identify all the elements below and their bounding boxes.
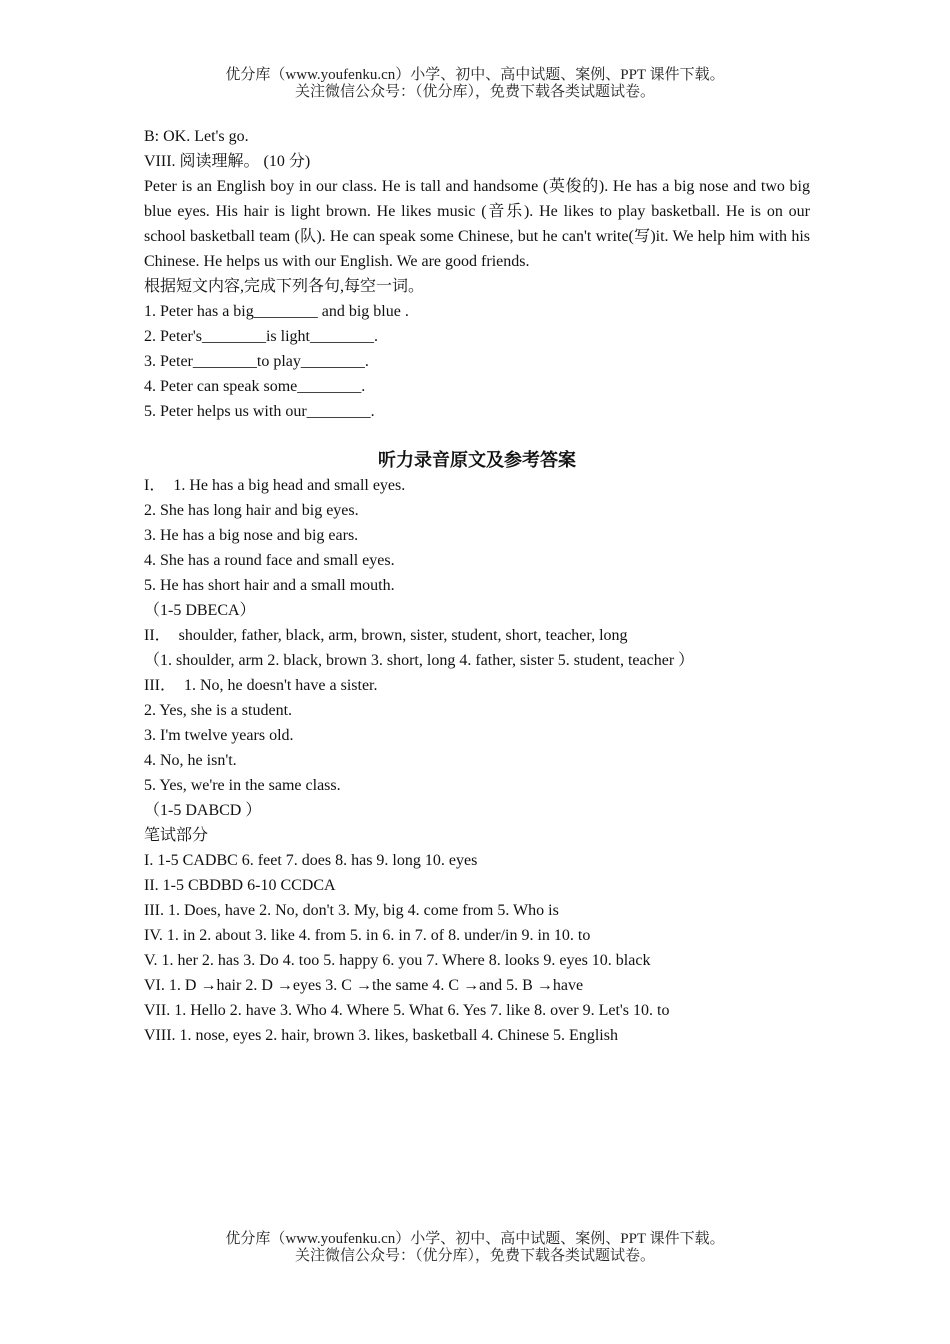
- question-line: 5. Peter helps us with our________.: [144, 403, 375, 420]
- reading-instruction: 根据短文内容,完成下列各句,每空一词。: [144, 278, 425, 295]
- answer-line: II. 1-5 CBDBD 6-10 CCDCA: [144, 877, 336, 894]
- answer-line: 2. She has long hair and big eyes.: [144, 502, 359, 519]
- answer-line: 笔试部分: [144, 827, 209, 844]
- answer-line: 5. He has short hair and a small mouth.: [144, 577, 395, 594]
- answer-line: （1-5 DBECA）: [144, 602, 256, 619]
- answer-line: I． 1. He has a big head and small eyes.: [144, 477, 406, 494]
- answer-line: 4. No, he isn't.: [144, 752, 237, 769]
- answer-line: II． shoulder, father, black, arm, brown, sister, student, short, teacher, long: [144, 627, 628, 644]
- question-line: 2. Peter's________is light________.: [144, 328, 378, 345]
- dialog-end-line: B: OK. Let's go.: [144, 128, 249, 145]
- answer-line: I. 1-5 CADBC 6. feet 7. does 8. has 9. long 10. eyes: [144, 852, 478, 869]
- page-header: [0, 67, 950, 101]
- answer-line: 5. Yes, we're in the same class.: [144, 777, 341, 794]
- answer-line: VII. 1. Hello 2. have 3. Who 4. Where 5. What 6. Yes 7. like 8. over 9. Let's 10. to: [144, 1002, 670, 1019]
- header-line-1: 优分库（www.youfenku.cn）小学、初中、高中试题、案例、PPT 课件下载。: [225, 67, 725, 83]
- answer-line: III. 1. Does, have 2. No, don't 3. My, big 4. come from 5. Who is: [144, 902, 559, 919]
- question-line: 3. Peter________to play________.: [144, 353, 369, 370]
- answer-line: VIII. 1. nose, eyes 2. hair, brown 3. likes, basketball 4. Chinese 5. English: [144, 1027, 618, 1044]
- answer-line: VI. 1. D →hair 2. D →eyes 3. C →the same 4. C →and 5. B →have: [144, 977, 584, 994]
- answer-line: 4. She has a round face and small eyes.: [144, 552, 395, 569]
- document-body: [144, 124, 810, 1048]
- answers-title: 听力录音原文及参考答案: [378, 450, 576, 470]
- footer-line-2: 关注微信公众号：（优分库），免费下载各类试题试卷。: [294, 1248, 655, 1264]
- answer-line: V. 1. her 2. has 3. Do 4. too 5. happy 6. you 7. Where 8. looks 9. eyes 10. black: [144, 952, 651, 969]
- answer-line: 2. Yes, she is a student.: [144, 702, 293, 719]
- answer-line: 3. I'm twelve years old.: [144, 727, 294, 744]
- header-line-2: 关注微信公众号：（优分库），免费下载各类试题试卷。: [294, 84, 655, 100]
- page-footer: [0, 1231, 950, 1265]
- answer-line: III． 1. No, he doesn't have a sister.: [144, 677, 378, 694]
- section-heading-reading: VIII. 阅读理解。 (10 分): [144, 153, 311, 170]
- answer-line: （1. shoulder, arm 2. black, brown 3. short, long 4. father, sister 5. student, teacher ）: [144, 652, 695, 669]
- question-line: 1. Peter has a big________ and big blue .: [144, 303, 409, 320]
- answer-line: 3. He has a big nose and big ears.: [144, 527, 359, 544]
- answer-line: （1-5 DABCD ）: [144, 802, 262, 819]
- reading-passage: Peter is an English boy in our class. He is tall and handsome (英俊的). He has a big nose and two big blue eyes. His hair is light brown. He likes music (音乐). He likes to play basketball. He is on our school basketball team (队). He can speak some Chinese, but he can't write(写)it. We help him with his Chinese. He helps us with our English. We are good friends.: [144, 178, 810, 270]
- footer-line-1: 优分库（www.youfenku.cn）小学、初中、高中试题、案例、PPT 课件下载。: [225, 1231, 725, 1247]
- answer-line: IV. 1. in 2. about 3. like 4. from 5. in 6. in 7. of 8. under/in 9. in 10. to: [144, 927, 591, 944]
- question-line: 4. Peter can speak some________.: [144, 378, 366, 395]
